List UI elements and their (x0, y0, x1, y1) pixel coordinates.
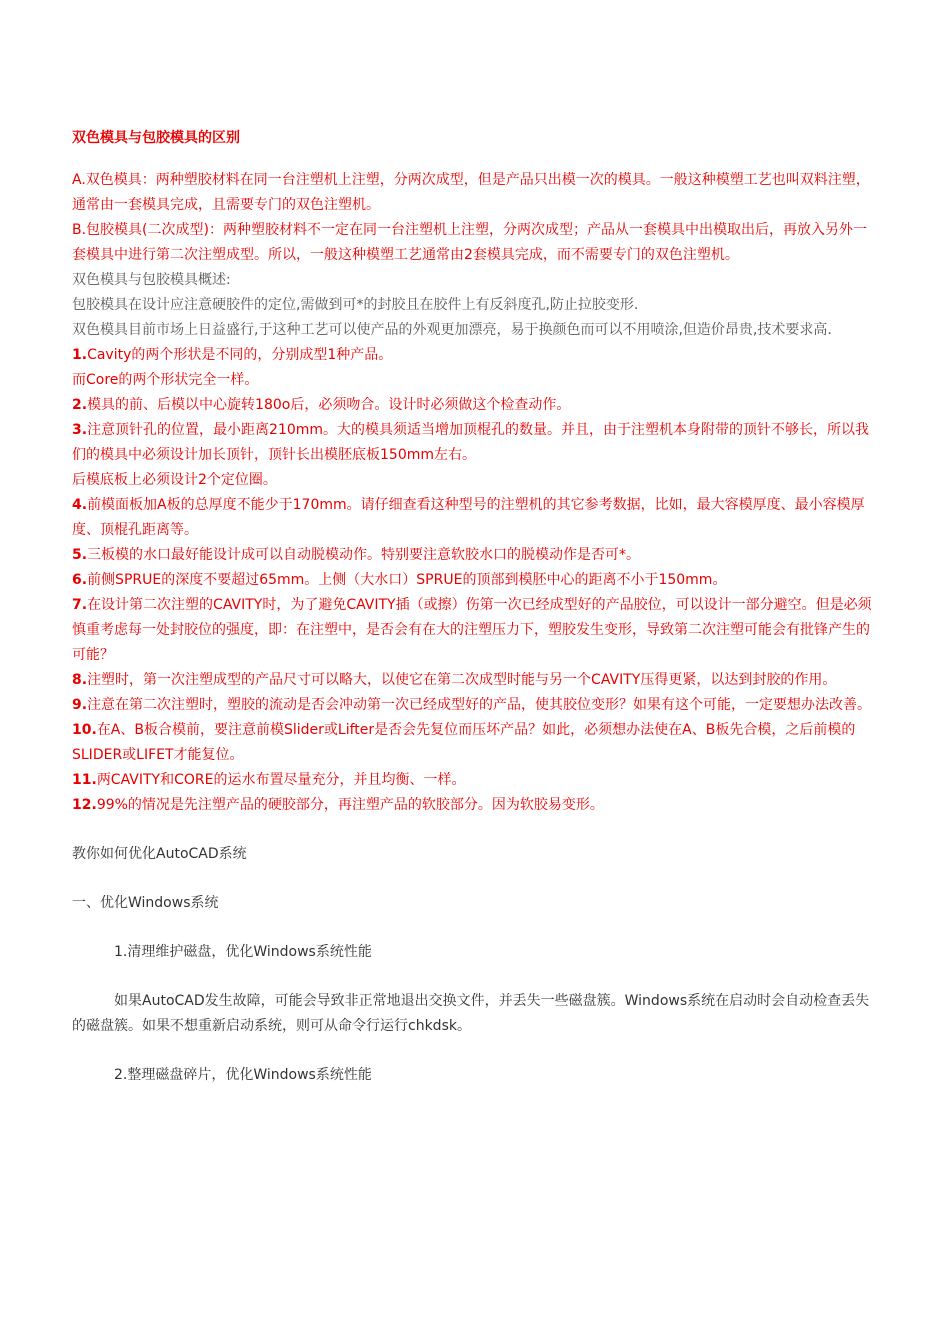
mold-comparison-section (72, 168, 878, 818)
subheading-disk-cleanup: 1.清理维护磁盘，优化Windows系统性能 (114, 944, 372, 960)
list-text: 模具的前、后模以中心旋转180o后，必须吻合。设计时必须做这个检查动作。 (87, 397, 571, 413)
autocad-section (72, 842, 878, 1088)
list-item-11 (72, 768, 878, 793)
overview-paragraph-2: 双色模具目前市场上日益盛行,于这种工艺可以使产品的外观更加漂亮，易于换颜色而可以不用喷涂,但造价昂贵,技术要求高. (72, 322, 832, 338)
list-number: 5. (72, 547, 88, 563)
list-number: 1. (72, 347, 88, 363)
list-text: 在设计第二次注塑的CAVITY时，为了避免CAVITY插（或擦）伤第一次已经成型好的产品胶位，可以设计一部分避空。但是必须慎重考虑每一处封胶位的强度，即：在注塑中，是否会有在大的注塑压力下，塑胶发生变形，导致第二次注塑可能会有批锋产生的可能？ (72, 597, 872, 663)
list-number: 3. (72, 422, 88, 438)
list-item-9 (72, 693, 878, 718)
list-text: 注意在第二次注塑时，塑胶的流动是否会冲动第一次已经成型好的产品，使其胶位变形？如果有这个可能，一定要想办法改善。 (87, 697, 872, 713)
list-item-4 (72, 493, 878, 543)
list-text: 注塑时，第一次注塑成型的产品尺寸可以略大，以使它在第二次成型时能与另一个CAVITY压得更紧，以达到封胶的作用。 (87, 672, 837, 688)
list-item-1b: 而Core的两个形状完全一样。 (72, 372, 259, 388)
list-item-1a (72, 343, 878, 368)
list-item-7 (72, 593, 878, 668)
list-item-3 (72, 418, 878, 468)
list-number: 10. (72, 722, 97, 738)
section-heading-windows: 一、优化Windows系统 (72, 895, 219, 911)
document-page (72, 126, 878, 1088)
list-text: 前侧SPRUE的深度不要超过65mm。上侧（大水口）SPRUE的顶部到模胚中心的距离不小于150mm。 (87, 572, 727, 588)
list-number: 2. (72, 397, 88, 413)
list-number: 6. (72, 572, 88, 588)
list-text: 两CAVITY和CORE的运水布置尽量充分，并且均衡、一样。 (96, 772, 466, 788)
list-text: 在A、B板合模前，要注意前模Slider或Lifter是否会先复位而压坏产品？如此，必须想办法使在A、B板先合模，之后前模的SLIDER或LIFET才能复位。 (72, 722, 856, 763)
paragraph-a: A.双色模具：两种塑胶材料在同一台注塑机上注塑，分两次成型，但是产品只出模一次的模具。一般这种模塑工艺也叫双料注塑，通常由一套模具完成，且需要专门的双色注塑机。 (72, 172, 870, 213)
list-text: Cavity的两个形状是不同的，分别成型1种产品。 (87, 347, 393, 363)
autocad-heading: 教你如何优化AutoCAD系统 (72, 846, 247, 862)
list-number: 4. (72, 497, 88, 513)
list-number: 8. (72, 672, 88, 688)
document-title: 双色模具与包胶模具的区别 (72, 130, 240, 146)
list-text: 99%的情况是先注塑产品的硬胶部分，再注塑产品的软胶部分。因为软胶易变形。 (96, 797, 604, 813)
overview-label: 双色模具与包胶模具概述: (72, 272, 231, 288)
list-item-8 (72, 668, 878, 693)
list-text: 前模面板加A板的总厚度不能少于170mm。请仔细查看这种型号的注塑机的其它参考数据，比如，最大容模厚度、最小容模厚度、顶棍孔距离等。 (72, 497, 865, 538)
overview-paragraph-1: 包胶模具在设计应注意硬胶件的定位,需做到可*的封胶且在胶件上有反斜度孔,防止拉胶变形. (72, 297, 639, 313)
list-item-12 (72, 793, 878, 818)
list-item-2 (72, 393, 878, 418)
list-text: 注意顶针孔的位置，最小距离210mm。大的模具须适当增加顶棍孔的数量。并且，由于注塑机本身附带的顶针不够长，所以我们的模具中必须设计加长顶针，顶针长出模胚底板150mm左右。 (72, 422, 870, 463)
list-number: 12. (72, 797, 97, 813)
list-number: 11. (72, 772, 97, 788)
list-item-3b: 后模底板上必须设计2个定位圈。 (72, 472, 277, 488)
list-item-5 (72, 543, 878, 568)
list-item-10 (72, 718, 878, 768)
paragraph-chkdsk: 如果AutoCAD发生故障，可能会导致非正常地退出交换文件，并丢失一些磁盘簇。Windows系统在启动时会自动检查丢失的磁盘簇。如果不想重新启动系统，则可从命令行运行chkdsk。 (72, 993, 870, 1034)
subheading-defrag: 2.整理磁盘碎片，优化Windows系统性能 (114, 1067, 372, 1083)
list-number: 9. (72, 697, 88, 713)
list-item-6 (72, 568, 878, 593)
paragraph-b: B.包胶模具(二次成型)：两种塑胶材料不一定在同一台注塑机上注塑，分两次成型；产品从一套模具中出模取出后，再放入另外一套模具中进行第二次注塑成型。所以，一般这种模塑工艺通常由2套模具完成，而不需要专门的双色注塑机。 (72, 222, 867, 263)
list-number: 7. (72, 597, 88, 613)
list-text: 三板模的水口最好能设计成可以自动脱模动作。特别要注意软胶水口的脱模动作是否可*。 (87, 547, 641, 563)
